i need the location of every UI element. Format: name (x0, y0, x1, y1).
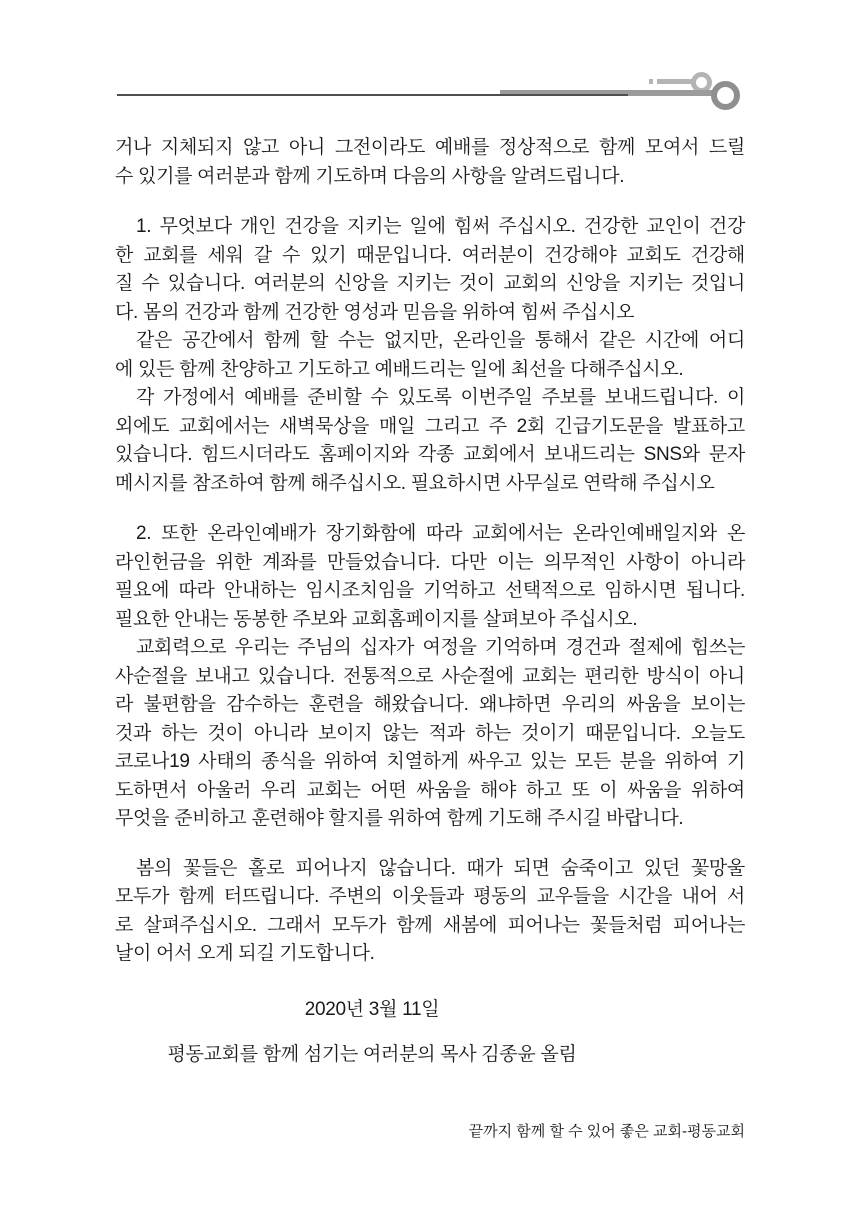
text-line: 무엇을 준비하고 훈련해야 할지를 위하여 함께 기도해 주시길 바랍니다. (115, 808, 684, 829)
text-line: 각 가정에서 예배를 준비할 수 있도록 이번주일 주보를 보내드립니다. 이 (136, 387, 745, 408)
key-pin-icon (657, 79, 694, 84)
text-line: 것과 하는 것이 아니라 보이지 않는 적과 하는 것이기 때문입니다. 오늘도 (115, 722, 745, 744)
key-pin-tick-icon (649, 79, 653, 84)
text-line: 에 있든 함께 찬양하고 기도하고 예배드리는 일에 최선을 다해주십시오. (115, 358, 684, 380)
text-line: 한 교회를 세워 갈 수 있기 때문입니다. 여러분이 건강해야 교회도 건강해 (115, 244, 745, 266)
paragraph-spring-flowers (115, 855, 745, 969)
text-line: 사순절을 보내고 있습니다. 전통적으로 사순절에 교회는 편리한 방식이 아니 (115, 665, 745, 687)
paragraph-intro (115, 134, 745, 191)
text-line: 필요한 안내는 동봉한 주보와 교회홈페이지를 살펴보아 주십시오. (115, 608, 638, 630)
text-line: 있습니다. 힘드시더라도 홈페이지와 각종 교회에서 보내드리는 SNS와 문자 (115, 444, 745, 465)
text-line: 모두가 함께 터뜨립니다. 주변의 이웃들과 평동의 교우들을 시간을 내어 서 (115, 886, 745, 907)
text-line: 코로나19 사태의 종식을 위하여 치열하게 싸우고 있는 모든 분을 위하여 기 (115, 751, 745, 772)
paragraph-item-2 (115, 520, 745, 634)
text-line: 다. 몸의 건강과 함께 건강한 영성과 믿음을 위하여 힘써 주십시오 (115, 301, 635, 323)
text-line: 같은 공간에서 함께 할 수는 없지만, 온라인을 통해서 같은 시간에 어디 (136, 330, 745, 351)
key-ring-icon (711, 81, 740, 110)
paragraph-bulletin (115, 384, 745, 498)
text-line: 메시지를 참조하여 함께 해주십시오. 필요하시면 사무실로 연락해 주십시오 (115, 472, 715, 494)
text-line: 외에도 교회에서는 새벽묵상을 매일 그리고 주 2회 긴급기도문을 발표하고 (115, 415, 745, 437)
letter-signature: 평동교회를 함께 섬기는 여러분의 목사 김종윤 올림 (167, 1044, 577, 1065)
text-line: 라 불편함을 감수하는 훈련을 해왔습니다. 왜냐하면 우리의 싸움을 보이는 (115, 694, 745, 715)
letter-body (115, 134, 745, 969)
text-line: 도하면서 아울러 우리 교회는 어떤 싸움을 해야 하고 또 이 싸움을 위하여 (115, 779, 745, 801)
paragraph-online-worship (115, 327, 745, 384)
ornament-rule-line (117, 94, 628, 96)
text-line: 필요에 따라 안내하는 임시조치임을 기억하고 선택적으로 임하시면 됩니다. (115, 580, 745, 601)
text-line: 거나 지체되지 않고 아니 그전이라도 예배를 정상적으로 함께 모여서 드릴 (115, 137, 745, 158)
paragraph-lent (115, 634, 745, 834)
text-line: 봄의 꽃들은 홀로 피어나지 않습니다. 때가 되면 숨죽이고 있던 꽃망울 (136, 857, 745, 879)
text-line: 날이 어서 오게 되길 기도합니다. (115, 943, 375, 964)
text-line: 라인헌금을 위한 계좌를 만들었습니다. 다만 이는 의무적인 사항이 아니라 (115, 551, 745, 573)
text-line: 교회력으로 우리는 주님의 십자가 여정을 기억하며 경건과 절제에 힘쓰는 (136, 637, 745, 658)
text-line: 2. 또한 온라인예배가 장기화함에 따라 교회에서는 온라인예배일지와 온 (136, 523, 745, 544)
text-line: 질 수 있습니다. 여러분의 신앙을 지키는 것이 교회의 신앙을 지키는 것입니 (115, 273, 745, 294)
text-line: 로 살펴주십시오. 그래서 모두가 함께 새봄에 피어나는 꽃들처럼 피어나는 (115, 914, 745, 936)
letter-date: 2020년 3월 11일 (304, 999, 440, 1020)
text-line: 수 있기를 여러분과 함께 기도하며 다음의 사항을 알려드립니다. (115, 165, 625, 187)
footer-motto: 끝까지 함께 할 수 있어 좋은 교회-평동교회 (468, 1123, 745, 1140)
paragraph-item-1 (115, 213, 745, 327)
text-line: 1. 무엇보다 개인 건강을 지키는 일에 힘써 주십시오. 건강한 교인이 건강 (136, 216, 745, 237)
